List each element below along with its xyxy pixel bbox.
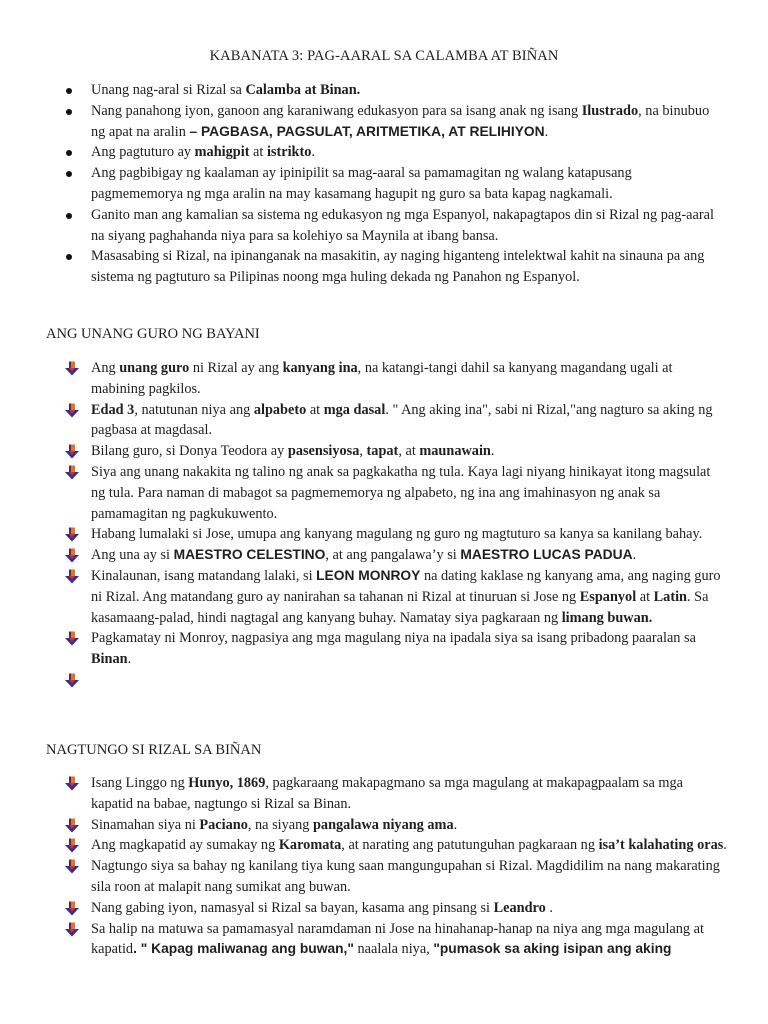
bold-text: – PAGBASA, PAGSULAT, ARITMETIKA, AT RELIHIYON <box>189 123 545 139</box>
list-item <box>0 545 768 566</box>
list-item <box>0 142 768 163</box>
arrow-down-bullet-icon <box>65 922 79 937</box>
body-text: at <box>636 588 654 605</box>
list-item <box>0 400 768 442</box>
list-item <box>0 628 768 670</box>
bullet-dot-icon <box>66 88 72 94</box>
list-item <box>0 670 768 691</box>
bullet-dot-icon <box>66 150 72 156</box>
bold-text: . " Kapag maliwanag ang buwan," <box>133 941 354 957</box>
bold-text: Binan <box>91 651 128 668</box>
list-item <box>0 815 768 836</box>
body-text: at <box>249 144 267 161</box>
section-heading: ANG UNANG GURO NG BAYANI <box>46 326 260 342</box>
body-text: Nagtungo siya sa bahay ng kanilang tiya kung saan mangungupahan si Rizal. Magdidilim na nang makarating sila roon at malapit nang sumikat ang buwan. <box>91 858 720 895</box>
bold-text: alpabeto <box>253 401 307 418</box>
body-text: Habang lumalaki si Jose, umupa ang kanyang magulang ng guro ng magtuturo sa kanya sa kanilang bahay. <box>91 526 703 543</box>
body-text: Siya ang unang nakakita ng talino ng anak sa pagkakatha ng tula. Kaya lagi niyang hinikayat itong magsulat ng tula. Para naman di mabagot sa pagmememorya ng alpabeto, ng ina ang imahinasyon ng anak sa pamamagitan ng pagkukuwento. <box>91 463 711 522</box>
arrow-down-bullet-icon <box>65 527 79 542</box>
bold-text: mga dasal <box>323 401 386 418</box>
list-item <box>0 773 768 815</box>
list-item <box>0 205 768 247</box>
bold-text: Espanyol <box>579 588 637 605</box>
list-item <box>0 856 768 898</box>
body-text: Ang pagbibigay ng kaalaman ay ipinipilit sa mag-aaral sa pamamagitan ng walang katapusang pagmememorya ng mga aralin na may kasamang hagupit ng guro sa bata kapag nagkamali. <box>91 165 632 202</box>
bullet-dot-icon <box>66 254 72 260</box>
body-text: Sa halip na matuwa sa pamamasyal naramdaman ni Jose na hinahanap-hanap na niya ang mga magulang at kapatid <box>91 920 704 958</box>
list-item <box>0 163 768 205</box>
body-text: . <box>544 123 549 140</box>
list-item <box>0 898 768 919</box>
body-text: Pagkamatay ni Monroy, nagpasiya ang mga magulang niya na ipadala siya sa isang pribadong paaralan sa <box>91 630 696 647</box>
body-text: Ang <box>91 360 120 376</box>
bold-text: Edad 3 <box>91 401 135 418</box>
bold-text: Ilustrado <box>581 102 639 119</box>
intro-list <box>0 80 768 288</box>
body-text: , na siyang <box>247 816 313 833</box>
body-text: Nang gabing iyon, namasyal si Rizal sa bayan, kasama ang pinsang si <box>91 899 494 916</box>
body-text: . <box>311 144 315 161</box>
body-text: Isang Linggo ng <box>91 775 189 791</box>
bold-text: mahigpit <box>194 144 250 161</box>
bold-text: Latin <box>653 588 688 605</box>
body-text: at <box>306 401 324 418</box>
body-text: , at <box>398 443 420 460</box>
section-heading: NAGTUNGO SI RIZAL SA BIÑAN <box>46 742 262 758</box>
arrow-down-bullet-icon <box>65 361 79 376</box>
list-item <box>0 80 768 101</box>
body-text: Ang pagtuturo ay <box>91 144 195 161</box>
body-text: Masasabing si Rizal, na ipinanganak na masakitin, ay naging higanteng intelektwal kahit na sinauna pa ang sistema ng pagtuturo sa Pilipinas noong mga huling dekada ng Panahon ng Espanyol. <box>91 248 705 286</box>
section1-list <box>0 358 768 691</box>
section2-list <box>0 773 768 960</box>
body-text: naalala niya, <box>353 941 434 958</box>
arrow-down-bullet-icon <box>65 444 79 459</box>
arrow-down-bullet-icon <box>65 631 79 646</box>
arrow-down-bullet-icon <box>65 569 79 584</box>
body-text: . Sa kasamaang-palad, hindi nagtagal ang kanyang buhay. Namatay siya pagkaraan ng <box>91 588 709 626</box>
bullet-dot-icon <box>66 213 72 219</box>
body-text: Ang magkapatid ay sumakay ng <box>91 837 279 854</box>
arrow-down-bullet-icon <box>65 859 79 874</box>
body-text: , natutunan niya ang <box>134 401 254 418</box>
bold-text: istrikto <box>266 144 312 161</box>
arrow-down-bullet-icon <box>65 901 79 916</box>
bold-text: Calamba at Binan. <box>245 82 361 98</box>
arrow-down-bullet-icon <box>65 465 79 480</box>
bold-text: tapat <box>366 443 399 460</box>
body-text: na dating kaklase ng kanyang ama, ang naging guro ni Rizal. Ang matandang guro ay nanirahan sa tahanan ni Rizal at tinuruan si Jose ng <box>91 567 721 605</box>
bold-text: kanyang ina <box>282 360 358 376</box>
bold-text: maunawain <box>419 443 491 460</box>
body-text: . <box>453 816 458 833</box>
bold-text: Karomata <box>278 837 342 854</box>
body-text: , at narating ang patutunguhan pagkaraan ng <box>341 837 599 854</box>
body-text: . <box>127 651 132 668</box>
body-text: Bilang guro, si Donya Teodora ay <box>91 443 288 460</box>
bold-text: MAESTRO CELESTINO <box>173 547 326 563</box>
body-text: , na binubuo ng apat na aralin <box>91 102 710 140</box>
list-item <box>0 835 768 856</box>
arrow-down-bullet-icon <box>65 818 79 833</box>
body-text: Unang nag-aral si Rizal sa <box>91 82 246 98</box>
body-text: Ganito man ang kamalian sa sistema ng edukasyon ng mga Espanyol, nakapagtapos din si Rizal ng pag-aaral na siyang paghahanda niya para sa kolehiyo sa Maynila at ibang bansa. <box>91 206 714 244</box>
bold-text: limang buwan. <box>561 609 653 626</box>
bold-text: LEON MONROY <box>316 567 421 583</box>
bold-text: Leandro <box>493 899 546 916</box>
body-text: . <box>723 837 727 854</box>
bold-text: pasensiyosa <box>287 443 360 460</box>
list-item <box>0 524 768 545</box>
list-item <box>0 566 768 628</box>
arrow-down-bullet-icon <box>65 673 79 688</box>
arrow-down-bullet-icon <box>65 403 79 418</box>
body-text: . " Ang aking ina", sabi ni Rizal,"ang nagturo sa aking ng pagbasa at magdasal. <box>91 401 713 439</box>
body-text: . <box>632 547 637 564</box>
bold-text: Hunyo, 1869 <box>188 775 266 791</box>
bullet-dot-icon <box>66 171 72 177</box>
bold-text: pangalawa niyang ama <box>312 816 454 833</box>
body-text: Sinamahan siya ni <box>91 816 200 833</box>
bold-text: "pumasok sa aking isipan ang aking <box>433 941 672 957</box>
arrow-down-bullet-icon <box>65 548 79 563</box>
list-item <box>0 101 768 143</box>
list-item <box>0 358 768 400</box>
arrow-down-bullet-icon <box>65 776 79 791</box>
body-text: . <box>545 899 553 916</box>
body-text: . <box>490 443 495 460</box>
body-text: , <box>359 443 367 460</box>
bold-text: MAESTRO LUCAS PADUA <box>460 547 633 563</box>
bold-text: isa’t kalahating oras <box>598 837 724 854</box>
body-text: , at ang pangalawa’y si <box>325 547 461 564</box>
body-text: , na katangi-tangi dahil sa kanyang magandang ugali at mabining pagkilos. <box>91 360 673 397</box>
bold-text: Paciano <box>199 816 248 833</box>
arrow-down-bullet-icon <box>65 838 79 853</box>
body-text: ni Rizal ay ang <box>189 360 283 376</box>
list-item <box>0 919 768 961</box>
body-text: , pagkaraang makapagmano sa mga magulang at makapagpaalam sa mga kapatid na babae, nagtungo si Rizal sa Binan. <box>91 775 683 812</box>
bold-text: unang guro <box>119 360 190 376</box>
body-text: Ang una ay si <box>91 547 174 564</box>
body-text: Nang panahong iyon, ganoon ang karaniwang edukasyon para sa isang anak ng isang <box>91 102 582 119</box>
list-item <box>0 246 768 288</box>
bullet-dot-icon <box>66 109 72 115</box>
list-item <box>0 441 768 462</box>
body-text: Kinalaunan, isang matandang lalaki, si <box>91 567 317 584</box>
list-item <box>0 462 768 524</box>
document-title: KABANATA 3: PAG-AARAL SA CALAMBA AT BIÑAN <box>209 48 559 64</box>
